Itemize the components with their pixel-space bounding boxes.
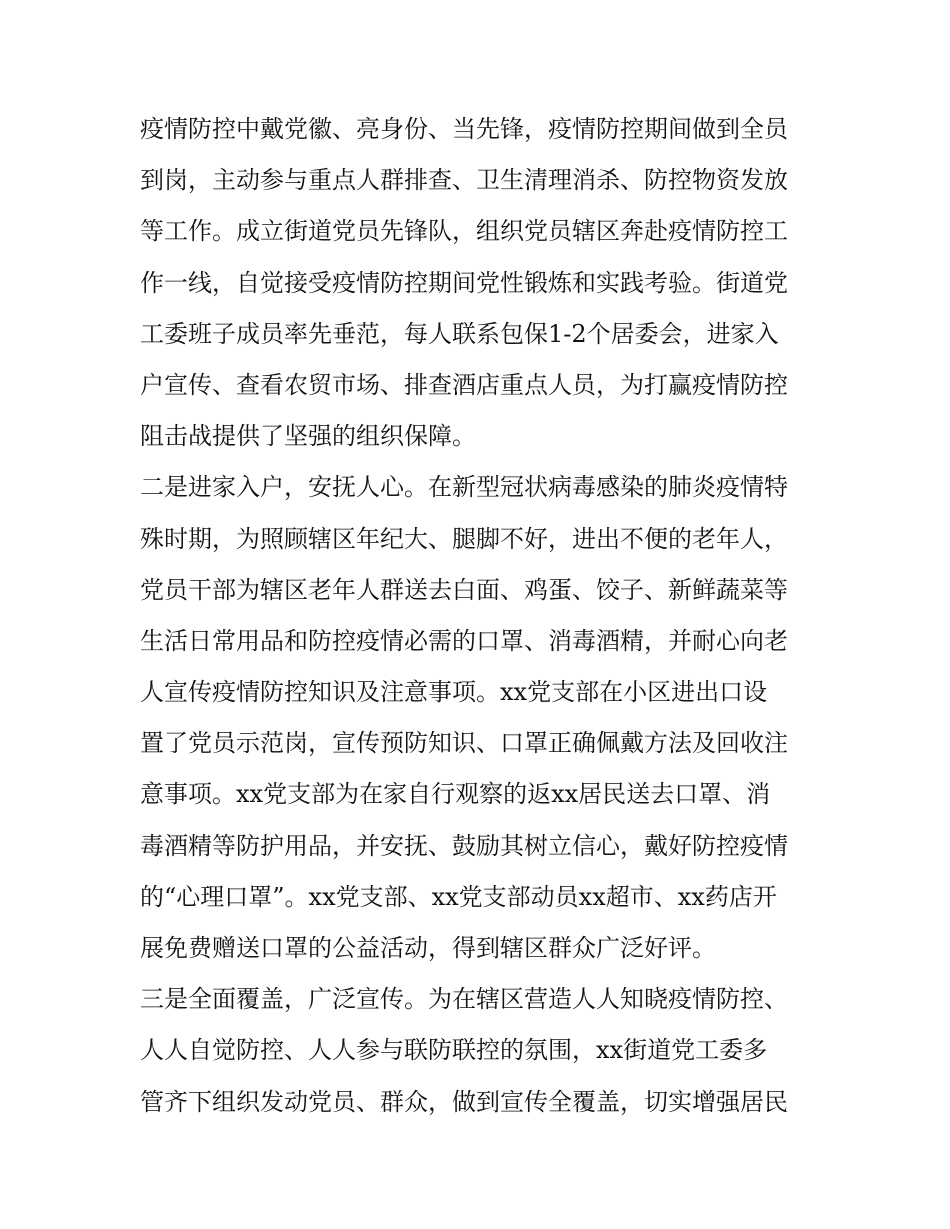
text-line: 人人自觉防控、人人参与联防联控的氛围，xx街道党工委多 xyxy=(140,1036,768,1065)
text-line: 户宣传、查看农贸市场、排查酒店重点人员，为打赢疫情防控 xyxy=(140,370,788,399)
text-line: 疫情防控中戴党徽、亮身份、当先锋，疫情防控期间做到全员 xyxy=(140,115,788,143)
text-line: 管齐下组织发动党员、群众，做到宣传全覆盖，切实增强居民 xyxy=(140,1087,788,1116)
text-line: 殊时期，为照顾辖区年纪大、腿脚不好，进出不便的老年人， xyxy=(140,524,788,553)
text-line: 到岗，主动参与重点人群排查、卫生清理消杀、防控物资发放 xyxy=(140,166,788,195)
text-line: 二是进家入户，安抚人心。在新型冠状病毒感染的肺炎疫情特 xyxy=(140,473,788,502)
paragraph-home-visits xyxy=(140,462,816,974)
document-body xyxy=(140,104,816,1128)
paragraph-party-members xyxy=(140,104,816,462)
paragraph-publicity xyxy=(140,974,816,1128)
text-line: 三是全面覆盖，广泛宣传。为在辖区营造人人知晓疫情防控、 xyxy=(140,985,788,1014)
text-line: 毒酒精等防护用品，并安抚、鼓励其树立信心，戴好防控疫情 xyxy=(140,831,788,860)
text-line: 人宣传疫情防控知识及注意事项。xx党支部在小区进出口设 xyxy=(140,678,768,707)
text-line: 党员干部为辖区老年人群送去白面、鸡蛋、饺子、新鲜蔬菜等 xyxy=(140,575,788,604)
text-line: 置了党员示范岗，宣传预防知识、口罩正确佩戴方法及回收注 xyxy=(140,729,788,758)
text-line: 工委班子成员率先垂范，每人联系包保1-2个居委会，进家入 xyxy=(140,319,779,348)
text-line: 意事项。xx党支部为在家自行观察的返xx居民送去口罩、消 xyxy=(140,780,771,809)
text-line: 阻击战提供了坚强的组织保障。 xyxy=(140,422,476,451)
text-line: 的“心理口罩”。xx党支部、xx党支部动员xx超市、xx药店开 xyxy=(140,882,777,911)
text-line: 等工作。成立街道党员先锋队，组织党员辖区奔赴疫情防控工 xyxy=(140,217,788,246)
text-line: 展免费赠送口罩的公益活动，得到辖区群众广泛好评。 xyxy=(140,934,716,962)
text-line: 生活日常用品和防控疫情必需的口罩、消毒酒精，并耐心向老 xyxy=(140,626,788,655)
text-line: 作一线，自觉接受疫情防控期间党性锻炼和实践考验。街道党 xyxy=(140,268,788,297)
